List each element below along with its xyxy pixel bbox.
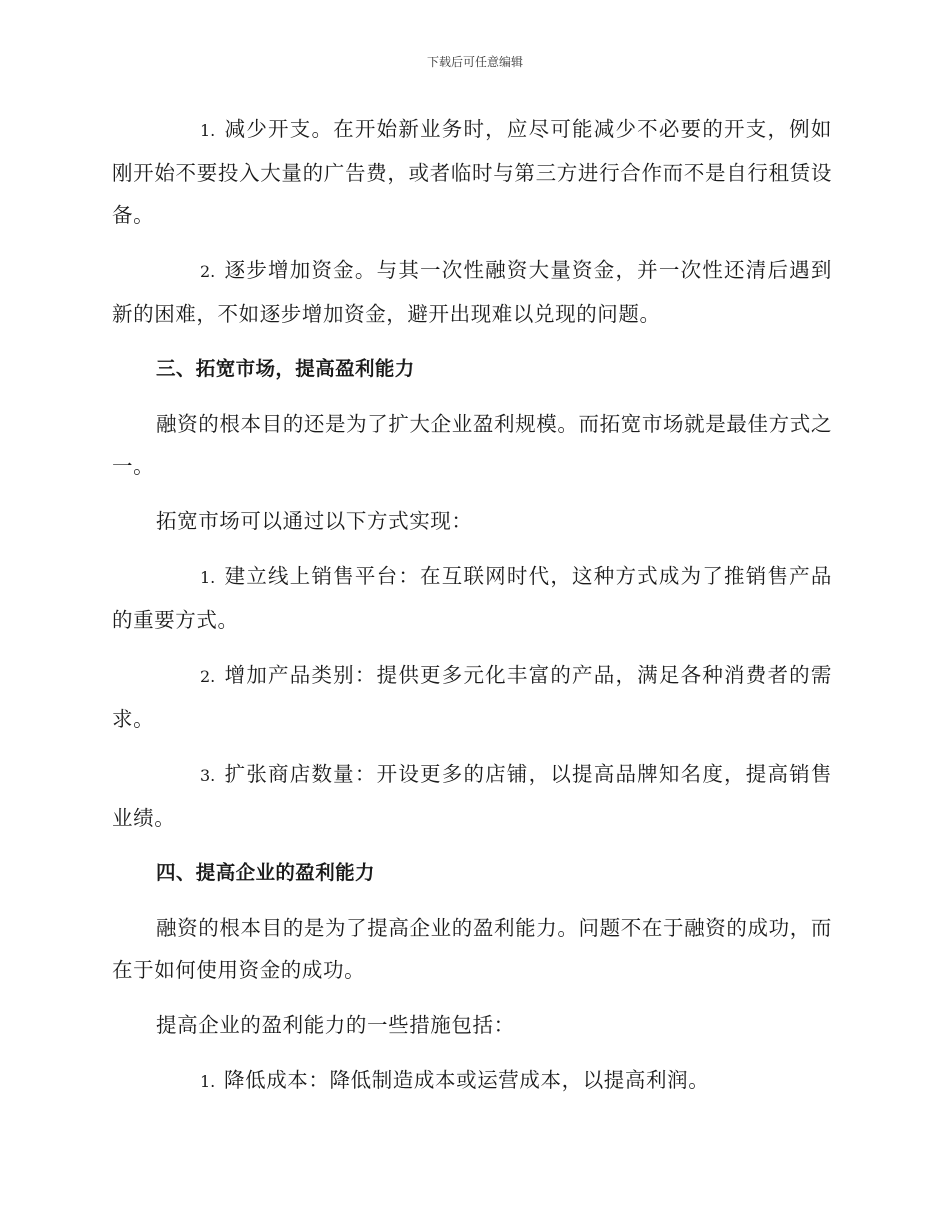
list-item-online-platform (112, 555, 832, 641)
list-item-text: 扩张商店数量：开设更多的店铺，以提高品牌知名度，提高销售业绩。 (112, 762, 832, 830)
list-item-store-expansion (112, 753, 832, 839)
list-item-reduce-cost (112, 1059, 832, 1103)
paragraph-profit-purpose: 融资的根本目的是为了提高企业的盈利能力。问题不在于融资的成功，而在于如何使用资金的成功。 (112, 916, 832, 982)
list-item-text: 逐步增加资金。与其一次性融资大量资金，并一次性还清后遇到新的困难，不如逐步增加资金，避开出现难以兑现的问题。 (112, 258, 832, 326)
page-header: 下载后可任意编辑 (426, 55, 523, 69)
list-number: 1. (200, 568, 216, 587)
list-item-gradual-funding (112, 249, 832, 335)
section-heading-3: 三、拓宽市场，提高盈利能力 (156, 357, 415, 380)
section-heading-4: 四、提高企业的盈利能力 (156, 861, 375, 884)
list-item-text: 建立线上销售平台：在互联网时代，这种方式成为了推销售产品的重要方式。 (112, 564, 832, 632)
list-number: 1. (200, 1072, 216, 1091)
list-item-text: 减少开支。在开始新业务时，应尽可能减少不必要的开支，例如刚开始不要投入大量的广告费，或者临时与第三方进行合作而不是自行租赁设备。 (112, 117, 832, 227)
list-item-reduce-spending (112, 108, 832, 236)
list-item-text: 增加产品类别：提供更多元化丰富的产品，满足各种消费者的需求。 (112, 663, 832, 731)
document-body (112, 108, 832, 1103)
list-item-text: 降低成本：降低制造成本或运营成本，以提高利润。 (224, 1068, 710, 1092)
paragraph-market-methods: 拓宽市场可以通过以下方式实现： (156, 509, 473, 533)
paragraph-profit-measures: 提高企业的盈利能力的一些措施包括： (156, 1013, 515, 1037)
paragraph-market-purpose: 融资的根本目的还是为了扩大企业盈利规模。而拓宽市场就是最佳方式之一。 (112, 412, 832, 478)
list-number: 2. (200, 667, 216, 686)
list-number: 1. (200, 121, 216, 140)
list-item-product-categories (112, 654, 832, 740)
list-number: 2. (200, 262, 216, 281)
list-number: 3. (200, 766, 216, 785)
